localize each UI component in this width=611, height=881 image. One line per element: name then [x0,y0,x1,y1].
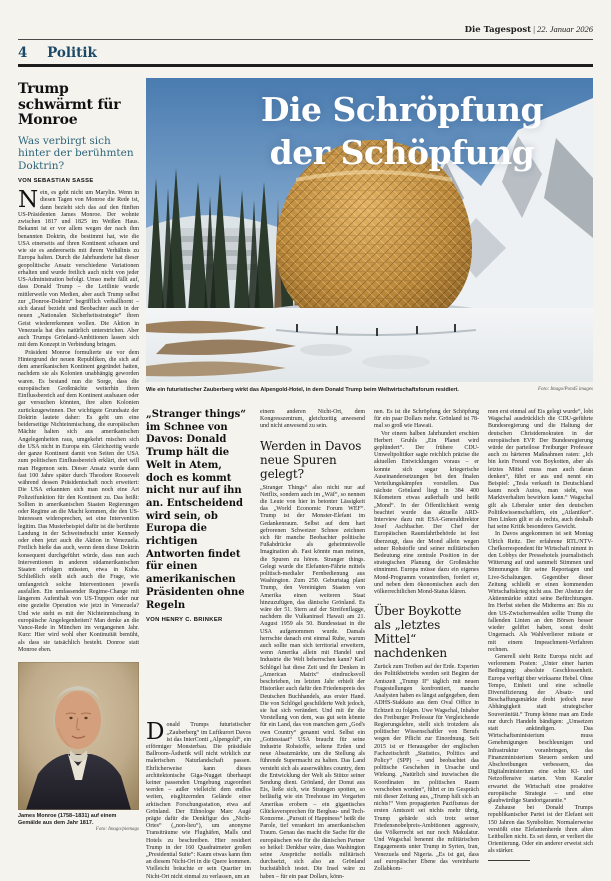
dropcap-letter: N [18,187,39,213]
subhead-davos-spuren: Werden in Davos neue Spuren gelegt? [260,438,362,481]
column-1 [146,409,251,881]
column-2 [260,409,365,881]
article-paragraph: men erst einmal auf Eis gelegt wurde“, lobt Wagschal ausdrücklich die CDU-geführte Bundesregierung und die Haltung der deutschen Christdemokraten in der europäischen EVP. Der Bundesregierung würde der parteilose Freiburger Professor auch zu härteren Maßnahmen raten: „Ich bin kein Freund von Boykotten, aber als letztes Mittel muss man auch daran denken“, führt er aus und nennt ein Beispiel: „Tesla verkauft in Deutschland kaum noch Autos, man sieht, was Marktverhalten bewirken kann.“ Wagschal gilt als Liberaler unter den deutschen Politikwissenschaftlern, ein „Atlantiker“. Den Linken gilt er als rechts, auch deshalb hat seine Kritik besonderes Gewicht. [488,409,593,531]
photo-credit: Foto: Imago/Pond5 images [538,387,593,392]
headline-line-2: der Schöpfung [269,133,535,172]
article-davos-byline: VON HENRY C. BRINKER [146,617,223,624]
issue-date: 22. Januar 2026 [537,24,593,34]
article-monroe-body [18,187,139,654]
article-davos-columns [146,409,593,880]
article-paragraph: Generell sieht Reitz Europa nicht auf verlorenem Posten: „Unter einer harten Bedingung: absolute Geschlossenheit. Europa verfügt über wirksame Hebel. Ohne Tempo, Einheit und eine schnelle Diversifizierung der Absatz- und Beschaffungsmärkte droht jedoch neue Abhängigkeit statt strategischer Souveränität.“ Trump könne man am Ende nur durch Handeln bändigen: „Umsetzen statt ankündigen. Das Wirtschaftsministerium muss Genehmigungen beschleunigen und Infrastruktur voranbringen, das Finanzministerium Steuern senken und Abschreibungen verbessern, das Digitalministerium eine echte KI- und Netzoffensive starten. Vom Kanzler erwartet die Wirtschaft eine proaktive europäische Strategie – und eine glaubwürdige Standortgarantie.“ [488,653,593,804]
monroe-credit: Foto: Imago/piemags [95,827,139,833]
article-monroe-byline: VON SEBASTIAN SASSE [18,178,94,184]
dropcap-letter: D [146,719,165,746]
article-monroe [18,82,139,868]
article-paragraph: nen. Es ist die Schröpfung der Schöpfung für ein paar Dollars mehr. Grönland ist 78-mal so groß wie Hawaii. [374,409,479,430]
masthead-dateline [465,24,593,35]
monroe-portrait [18,662,139,810]
davos-photo [146,78,593,382]
monroe-caption: James Monroe (1758–1831) auf einem Gemälde aus dem Jahr 1817. [18,813,117,826]
monroe-figure [18,662,139,832]
article-paragraph: Donald Trumps futuristischer „Zauberberg“ im Luftkurort Davos ist das InterConti „Alpengold“, ein eiförmiger Monsterbau. Die präsidiale Ballroom-Ästhetik will nicht wirklich zur malerischen Naturlandschaft passen. Ehrlicherweise kann dieses architektonische Giga-Nugget überhaupt keiner passenden Umgebung zugeordnet werden – außer vielleicht dem endlos weiten, eisglitzernden Gelände einer arktischen Forschungsstation, etwa auf Grönland. Der Ethnologe Marc Augé prägte dafür die Denkfigur des „Nicht-Ortes“ („non-lieu“), um anonyme Transiträume wie Flughäfen, Malls und Hotels zu beschreiben. Hier residiert Trump in der 160 Quadratmeter großen „Presidential Suite“: Kaum etwas kann ihm an diesem Nicht-Ort in die Quere kommen. Vielleicht bräuchte er sein Quartier im Nicht-Ort nicht einmal zu verlassen, um an [146,719,251,880]
dateline-separator: | [531,24,538,34]
page-number: 4 [18,45,28,61]
section-title: Politik [47,45,97,61]
photo-caption-row [146,387,593,394]
masthead-rule-thick [18,64,593,67]
column-3 [374,409,479,881]
article-end-rule [488,860,530,861]
headline-line-1: Die Schröpfung [260,90,544,129]
article-paragraph: Zurück zum Treiben auf der Erde. Experten des Politikbetriebs werden seit Beginn der Amtszeit „Trump II“ täglich mit neuen Fragestellungen konfrontiert, manche Analysten haben es längst aufgegeben, dem ADHS-Stakkato aus dem Oval Office in Echtzeit zu folgen. Uwe Wagschal, Inhaber des Freiburger Professur für Vergleichende Regierungslehre, stellt sich trotzdem als politischer Wissenschaftler von Berufs wegen der Pflicht zur Einordnung. Seit 2015 ist er Herausgeber der englischen Fachzeitschrift „Statistics, Politics and Policy“ (SPP) – und beobachtet das politische Geschehen in Ursache und Wirkung. „Natürlich sind inzwischen die Koordinaten im politischen Raum verschoben worden“, führt er im Gespräch mit dieser Zeitung aus, „Trump hält sich an nichts!“ Vom propagierten Pazifismus der ersten Amtszeit sei nichts mehr übrig, Trump gebärde sich trotz seiner Friedensnobelpreis-Ambitionen aggressiv, das Völkerrecht sei nur noch Makulatur. Und Wagschal benennt die militärischen Engagements unter Trump in Syrien, Iran, Venezuela und Nigeria. „Es ist gut, dass auf europäischer Ebene das vereinbarte Zollabkom- [374,664,479,872]
subhead-boykotte: Über Boykotte als „letztes Mittel“ nachdenken [374,604,462,661]
article-monroe-subtitle: Was verbirgt sich hinter der berühmten Doktrin? [18,134,134,172]
article-paragraph: Nein, es geht nicht um Marylin. Wenn in diesen Tagen von Monroe die Rede ist, dann bezieht sich das auf den fünften US-Präsidenten James Monroe. Der wohnte zwischen 1817 und 1825 im Weißen Haus. Bekannt ist er vor allem wegen der nach ihm benannten Doktrin, die bestimmt hat, wie die USA einerseits auf ihren Kontinent schauen und wie sie es andererseits mit ihrem Verhältnis zu Europa halten. Durch die Jahrhunderte hat dieser geopolitische Ansatz verschiedene Variationen erhalten und wurde freilich auch nicht von jeder US-Administration befolgt. Umso mehr fällt auf, dass Donald Trump – die Leitlinie wurde mittlerweile von Medien, aber auch Trump selbst zur „Donroe-Doktrin“ begrifflich verballhornt – sich darauf bezieht und Beobachter auch in der neuen „Nationalen Sicherheitsstrategie“ ihren Geist wiedererkennen wollen. Die Aktion in Venezuela hat dies natürlich unterstrichen. Aber auch Trumps Grönland-Ambitionen lassen sich mit dem Konzept in Verbindung bringen. [18,187,139,349]
article-paragraph: Zuhause bei Donald Trumps republikanischer Partei ist der Elefant seit 150 Jahren das Symboltier. Normalerweise verstößt eine Elefantenherde ihren alten Leitbullen nicht. Es sei denn, er verliert die Orientierung. Oder ein anderer erweist sich als stärker. [488,805,593,855]
column-4 [488,409,593,881]
photo-caption: Wie ein futuristischer Zauberberg wirkt das Alpengold-Hotel, in dem Donald Trump beim Weltwirtschaftsforum residiert. [146,387,459,393]
article-davos-standfirst: „Stranger things“ im Schnee von Davos: Donald Trump hält die Welt in Atem, doch es kommt nicht nur auf ihn an. Entscheidend wird sein, ob Europa die richtigen Antworten findet für einen amerikanischen Präsidenten ohne Regeln [146,409,247,611]
section-header [18,45,97,61]
article-paragraph: Präsident Monroe formulierte sie vor dem Hintergrund der neuen Republiken, die sich auf dem amerikanischen Kontinent gegründet hatten, nachdem sie als Kolonien unabhängig geworden waren. Es bestand nun die Sorge, dass die europäischen Großmächte weiterhin ihren Einflussbereich auf dem Kontinent ausbauen oder gar versuchen könnten, ihre alten Kolonien zurückzugewinnen. Der wichtigste Grundsatz der Doktrin lautete daher: Es geht um eine beiderseitige Nichteinmischung, die europäischen Mächte halten sich aus amerikanischen Angelegenheiten raus, umgekehrt mischen sich die USA nicht in Europa ein. Gleichzeitig wurde der ganze Kontinent damit von Seiten der USA zum politischen Einflussbereich erklärt, dort will man Hegemon sein. Dieser Ansatz wurde dann fast 100 Jahre später durch Theodore Roosevelt während dessen Präsidentschaft noch erweitert: Die USA erkannten sich man noch eine Art Polizeifunktion für den Kontinent zu. Das heißt: Sollten in amerikanischen Staaten Regierungen oder Regime an die Macht kommen, die den US-Interessen widersprechen, sei eine Intervention legitim. Das Musterbeispiel dafür ist die berühmte Landung in der Schweinebucht unter Kennedy oder eben jetzt auch die Aktion in Venezuela. Freilich hieße das auch, wenn denn diese Doktrin konsequent durchgeführt würde, dass nun auch Interventionen in anderen südamerikanischen Staaten erfolgen müssten, etwa in Kuba. Schließlich stellt sich auch die Frage, wie umfangreich solche Interventionen jeweils ausfallen. Ein umfassender Regime-Change mit längerem Aufenthalt von US-Truppen oder nur eine gezielte Operation wie jetzt in Venezuela? Und wie steht es mit der Nichteinmischung in europäische Angelegenheiten? Man denke an die Vance-Rede in München im vergangenen Jahr. Kurz: Hier wird wohl eher Kontinuität bemüht, als dass sie tatsächlich besteht. Donroe statt Monroe eben. [18,349,139,653]
article-paragraph: In Davos angekommen ist seit Montag Ulrich Reitz. Der erfahrene RTL/NTV-Chefkorrespondent für Wirtschaft nimmt in den Lobbys der Pressehotels journalistisch Witterung auf und sammelt Stimmen und Stimmungen für seine Reportagen und Live-Schaltungen. Gegenüber dieser Zeitung schließt er einen kommenden Wirtschaftskrieg nicht aus. Der Absturz der Aktienmärkte stützt seine Befürchtungen. Im Herbst stehen die Midterms an: Bis zu den US-Zwischenwahlen sollte Trump die fallenden Linien an den Börsen besser wieder geliftet haben, sonst droht Ungemach. Als Wahlverlierer müsste er mit einem Impeachment-Verfahren rechnen. [488,531,593,653]
masthead-rule-thin [18,39,593,40]
main-headline [216,88,588,174]
article-paragraph: einem anderen Nicht-Ort, dem Kongresszentrum, gleichzeitig anwesend und nicht anwesend zu sein. [260,409,365,430]
article-paragraph: Vor einem halben Jahrhundert erschien Herbert Gruhls „Ein Planet wird geplündert“. Der frühere CDU-Umweltpolitiker sagte reichlich präzise die aktuellen Entwicklungen voraus – er konnte sich sogar kriegerische Auseinandersetzungen bei den finalen Verteilungskämpfen vorstellen. Das nächste Grönland liegt in 384 400 Kilometern etwas außerhalb und heißt „Mond“. In der Öffentlichkeit wenig beachtet wurde das aktuelle ARD-Interview dazu mit ESA-Generaldirektor Josef Aschbacher. Der Chef der Europäischen Raumfahrtbehörde ist fest überzeugt, dass der Mond allein wegen seiner Rohstoffe und seiner militärischen Bedeutung eine zentrale Position in der strategischen Planung der Großmächte einnimmt. Europa müsse dazu ein eigenes Mond-Programm vorantreiben, fordert er, und neben dem ökonomischen auch den völkerrechtlichen Mond-Status klären. [374,430,479,596]
article-paragraph: „Stranger Things“ also nicht nur auf Netflix, sondern auch im „Wäf“, so nennen die Leute von hier in betonter Lässigkeit das „World Economic Forum WEF“. Trump ist der Monster-Elefant im Gedankenraum. Selbst auf dem hart gefrorenen Schweizer Schnee zeichnen sich für manche Beobachter politische Fußabdrücke als geheimnisvolle Imagination ab. Fast könnte man meinen, die Spuren zu hören. Stranger things. Gelegt wurde die Elefanten-Fährte mittels politisch-medialer Fernbedienung aus Washington. Zum 250. Geburtstag plant Trump, den Vereinigten Staaten von Amerika einen weiteren Staat hinzuzufügen, das dänische Grönland. Es wäre der 51. Stern auf der Streifenflagge, nachdem die Vulkaninsel Hawaii am 21. August 1959 als 50. Bundesstaat in die USA aufgenommen wurde. Damals herrschte danach erst einmal Ruhe, warum auch sollte man sich territorial erweitern, wenn Amerika allein mit Handel und Industrie die Welt beherrschen kann? Karl Schlögel hat diese Zeit und ihr Denken in „American Matrix“ eindrucksvoll beschrieben, im letzten Jahr erhielt der Historiker auch dafür den Friedenspreis des Deutschen Buchhandels, aus erster Hand. Die von Schlögel geschilderte Welt jedoch, sie hat sich verändert. Und mit ihr die Vorstellung von dem, was gut sein könnte für ein Land, das von manchen gern „God's own Country“ genannt wird. Selbst ein „Gottesstaat“ USA braucht für seine Industrie Rohstoffe, seltene Erden und neue Absatzmärkte, um die Stellung als führende Supermacht zu halten. Das Land versteht sich als auserwähltes country, dem die Entwicklung der Welt als Stütze seiner Sendung dient. Grönland, der Donut aus Eis, ließe sich, wie Strategen spotten, so beiläufig wie ein Treehouse im Vorgarten Amerikas erobern – ein gigantisches Glücksversprechen für Bergbau- und Tech-Konzerne. „Pursuit of Happiness“ heißt die Parole, tief verankert im amerikanischen Traum. Genau das macht die Sache für die europäischen wie für die dänischen Partner so heikel: Denkbar wäre, dass Washington seine Ansprüche notfalls militärisch durchsetzt, sich also an Grönland buchstäblich testet. Die Insel wäre zu haben – für ein paar Dollars, könn- [260,484,365,880]
paper-name: Die Tagespost [464,25,532,35]
article-monroe-title: Trump schwärmt für Monroe [18,81,121,128]
